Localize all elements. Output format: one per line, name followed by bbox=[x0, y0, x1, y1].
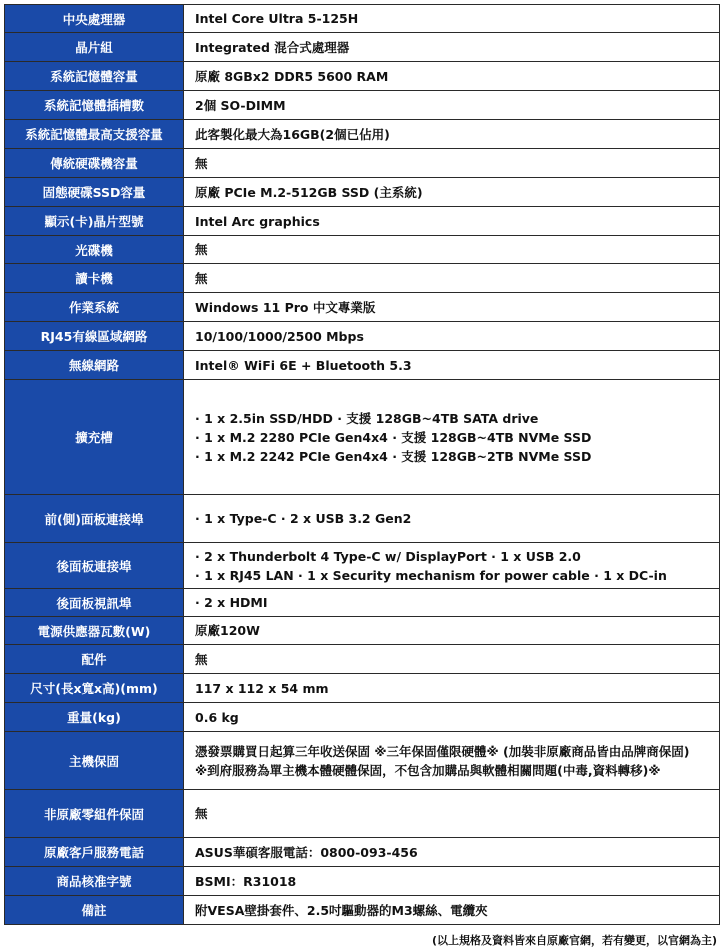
spec-value-line: · 1 x Type-C · 2 x USB 3.2 Gen2 bbox=[195, 511, 412, 526]
spec-value bbox=[184, 703, 720, 732]
spec-row bbox=[5, 732, 720, 790]
spec-label: 擴充槽 bbox=[5, 380, 184, 495]
spec-label: 系統記憶體插槽數 bbox=[5, 91, 184, 120]
spec-value-line: 憑發票購買日起算三年收送保固 ※三年保固僅限硬體※ (加裝非原廠商品皆由品牌商保固) bbox=[195, 743, 690, 759]
spec-value bbox=[184, 120, 720, 149]
spec-label: 系統記憶體容量 bbox=[5, 62, 184, 91]
spec-label: 原廠客戶服務電話 bbox=[5, 838, 184, 867]
spec-value-line: Intel® WiFi 6E + Bluetooth 5.3 bbox=[195, 357, 412, 373]
spec-label: 傳統硬碟機容量 bbox=[5, 149, 184, 178]
spec-value bbox=[184, 838, 720, 867]
spec-value bbox=[184, 896, 720, 925]
spec-row bbox=[5, 351, 720, 380]
spec-value bbox=[184, 62, 720, 91]
spec-row bbox=[5, 617, 720, 645]
spec-value bbox=[184, 207, 720, 236]
spec-row bbox=[5, 380, 720, 495]
spec-label: RJ45有線區域網路 bbox=[5, 322, 184, 351]
spec-value bbox=[184, 867, 720, 896]
spec-value bbox=[184, 33, 720, 62]
spec-label: 主機保固 bbox=[5, 732, 184, 790]
spec-value-line: 原廠120W bbox=[195, 623, 260, 638]
spec-value-line: 10/100/1000/2500 Mbps bbox=[195, 328, 364, 344]
spec-value-line: BSMI：R31018 bbox=[195, 873, 297, 889]
spec-value-line: 無 bbox=[195, 270, 208, 286]
spec-row bbox=[5, 91, 720, 120]
spec-label: 商品核准字號 bbox=[5, 867, 184, 896]
spec-row bbox=[5, 495, 720, 543]
spec-row bbox=[5, 838, 720, 867]
spec-label: 中央處理器 bbox=[5, 5, 184, 33]
spec-label: 固態硬碟SSD容量 bbox=[5, 178, 184, 207]
spec-value bbox=[184, 790, 720, 838]
spec-value-line: · 2 x HDMI bbox=[195, 595, 268, 610]
spec-row bbox=[5, 120, 720, 149]
spec-value-line: · 1 x 2.5in SSD/HDD · 支援 128GB~4TB SATA drive bbox=[195, 410, 539, 426]
spec-value-line: Integrated 混合式處理器 bbox=[195, 39, 350, 55]
spec-value-line: 無 bbox=[195, 242, 208, 257]
spec-value bbox=[184, 674, 720, 703]
spec-label: 前(側)面板連接埠 bbox=[5, 495, 184, 543]
spec-label: 後面板連接埠 bbox=[5, 543, 184, 589]
spec-value bbox=[184, 293, 720, 322]
spec-value-line: Intel Arc graphics bbox=[195, 213, 320, 229]
spec-value-line: 原廠 PCIe M.2-512GB SSD (主系統) bbox=[195, 184, 423, 200]
spec-row bbox=[5, 674, 720, 703]
spec-row bbox=[5, 293, 720, 322]
spec-value bbox=[184, 645, 720, 674]
spec-label: 電源供應器瓦數(W) bbox=[5, 617, 184, 645]
spec-row bbox=[5, 645, 720, 674]
spec-value-line: · 1 x M.2 2280 PCIe Gen4x4 · 支援 128GB~4TB NVMe SSD bbox=[195, 429, 592, 445]
spec-label: 後面板視訊埠 bbox=[5, 589, 184, 617]
spec-row bbox=[5, 867, 720, 896]
spec-value bbox=[184, 236, 720, 264]
spec-label: 晶片組 bbox=[5, 33, 184, 62]
spec-label: 顯示(卡)晶片型號 bbox=[5, 207, 184, 236]
spec-row bbox=[5, 543, 720, 589]
spec-row bbox=[5, 264, 720, 293]
spec-value bbox=[184, 617, 720, 645]
spec-value bbox=[184, 380, 720, 495]
spec-value bbox=[184, 351, 720, 380]
spec-value-line: 2個 SO-DIMM bbox=[195, 97, 286, 113]
spec-label: 備註 bbox=[5, 896, 184, 925]
spec-label: 非原廠零組件保固 bbox=[5, 790, 184, 838]
spec-value-line: 無 bbox=[195, 651, 208, 667]
spec-value-line: · 2 x Thunderbolt 4 Type-C w/ DisplayPort · 1 x USB 2.0 bbox=[195, 548, 581, 564]
spec-value-line: 無 bbox=[195, 806, 208, 821]
spec-label: 光碟機 bbox=[5, 236, 184, 264]
spec-row bbox=[5, 896, 720, 925]
spec-value bbox=[184, 91, 720, 120]
spec-row bbox=[5, 703, 720, 732]
spec-value-line: 0.6 kg bbox=[195, 709, 239, 725]
spec-value bbox=[184, 5, 720, 33]
spec-value bbox=[184, 322, 720, 351]
spec-row bbox=[5, 322, 720, 351]
spec-value-line: Windows 11 Pro 中文專業版 bbox=[195, 299, 376, 315]
spec-label: 作業系統 bbox=[5, 293, 184, 322]
spec-row bbox=[5, 236, 720, 264]
spec-label: 尺寸(長x寬x高)(mm) bbox=[5, 674, 184, 703]
spec-row bbox=[5, 33, 720, 62]
spec-value-line: Intel Core Ultra 5-125H bbox=[195, 11, 359, 26]
spec-label: 重量(kg) bbox=[5, 703, 184, 732]
spec-table bbox=[4, 4, 720, 925]
spec-value-line: · 1 x M.2 2242 PCIe Gen4x4 · 支援 128GB~2TB NVMe SSD bbox=[195, 448, 592, 464]
spec-value-line: 此客製化最大為16GB(2個已佔用) bbox=[195, 126, 390, 142]
spec-value-line: · 1 x RJ45 LAN · 1 x Security mechanism for power cable · 1 x DC-in bbox=[195, 567, 667, 583]
spec-row bbox=[5, 62, 720, 91]
spec-value bbox=[184, 178, 720, 207]
spec-value bbox=[184, 495, 720, 543]
spec-value bbox=[184, 589, 720, 617]
spec-row bbox=[5, 207, 720, 236]
spec-row bbox=[5, 5, 720, 33]
spec-value-line: 117 x 112 x 54 mm bbox=[195, 680, 329, 696]
spec-label: 配件 bbox=[5, 645, 184, 674]
spec-table-body bbox=[5, 5, 720, 925]
spec-row bbox=[5, 149, 720, 178]
spec-value-line: 原廠 8GBx2 DDR5 5600 RAM bbox=[195, 68, 389, 84]
spec-value-line: 無 bbox=[195, 155, 208, 171]
spec-value bbox=[184, 543, 720, 589]
spec-label: 系統記憶體最高支援容量 bbox=[5, 120, 184, 149]
spec-value-line: ※到府服務為單主機本體硬體保固，不包含加購品與軟體相關問題(中毒,資料轉移)※ bbox=[195, 762, 661, 778]
spec-value-line: ASUS華碩客服電話：0800-093-456 bbox=[195, 844, 418, 860]
spec-row bbox=[5, 790, 720, 838]
spec-row bbox=[5, 178, 720, 207]
spec-label: 無線網路 bbox=[5, 351, 184, 380]
footnote: (以上規格及資料皆來自原廠官網，若有變更，以官網為主) bbox=[431, 934, 717, 947]
spec-row bbox=[5, 589, 720, 617]
spec-label: 讀卡機 bbox=[5, 264, 184, 293]
spec-value bbox=[184, 264, 720, 293]
spec-value bbox=[184, 732, 720, 790]
spec-value bbox=[184, 149, 720, 178]
spec-value-line: 附VESA壁掛套件、2.5吋驅動器的M3螺絲、電纜夾 bbox=[195, 902, 488, 918]
